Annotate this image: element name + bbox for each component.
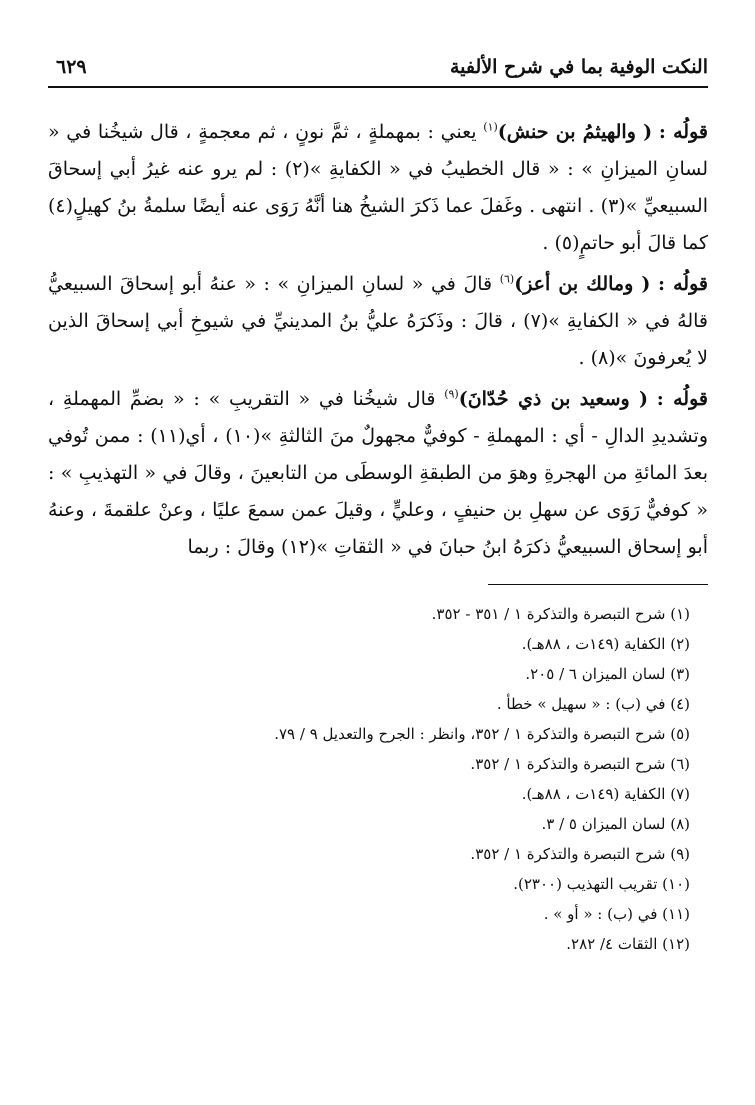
- footnotes-list: [48, 599, 708, 959]
- paragraph-haytham: [48, 114, 708, 262]
- footnote-item: (٣) لسان الميزان ٦ / ٢٠٥.: [525, 665, 690, 683]
- footnote-item: (٤) في (ب) : « سهيل » خطأ .: [496, 695, 690, 713]
- main-text: [48, 114, 708, 566]
- paragraph-text: يعني : بمهملةٍ ، ثمَّ نونٍ ، ثم معجمةٍ ، قال شيخُنا في « لسانِ الميزانِ » : « قال الخطيبُ في « الكفايةِ »(٢) : لم يرو عنه غيرُ أبي إسحاقَ السبيعيِّ »(٣) . انتهى . وغَفلَ عما ذَكرَ الشيخُ هنا أنَّهُ رَوَى عنه أيضًا سلمةُ بنُ كهيلٍ(٤) كما قالَ أبو حاتمٍ(٥) .: [48, 121, 709, 254]
- footnote-ref: (٩): [444, 387, 459, 401]
- footnote-ref: (٦): [499, 272, 515, 286]
- qawluhu-label: قولُه :: [656, 388, 708, 410]
- qawluhu-label: قولُه :: [658, 121, 708, 143]
- footnote-item: (٥) شرح التبصرة والتذكرة ١ / ٣٥٢، وانظر : الجرح والتعديل ٩ / ٧٩.: [274, 725, 690, 743]
- footnote-item: (٧) الكفاية (١٤٩ت ، ٨٨هـ).: [521, 785, 690, 803]
- footnote-ref: (١): [483, 120, 498, 134]
- qawluhu-label: قولُه :: [657, 273, 708, 295]
- lemma-saeed: ( وسعيد بن ذي حُدّانَ): [458, 388, 648, 410]
- lemma-haytham: ( والهيثمُ بن حنش): [497, 121, 653, 143]
- paragraph-text: قالَ في « لسانِ الميزانِ » : « عنهُ أبو إسحاقَ السبيعيُّ قالهُ في « الكفايةِ »(٧) ، قالَ : وذَكرَهُ عليُّ بنُ المدينيِّ في شيوخِ أبي إسحاقَ الذين لا يُعرفونَ »(٨) .: [48, 273, 708, 369]
- footnote-item: (١٠) تقريب التهذيب (٢٣٠٠).: [513, 875, 690, 893]
- paragraph-malik: [48, 266, 708, 377]
- lemma-malik: ( ومالك بن أعز): [514, 273, 651, 295]
- footnote-item: (١١) في (ب) : « أو » .: [543, 905, 690, 923]
- footnote-item: (٨) لسان الميزان ٥ / ٣.: [541, 815, 690, 833]
- footnote-separator: [488, 584, 708, 585]
- running-title: النكت الوفية بما في شرح الألفية: [450, 56, 708, 78]
- page-number: ٦٢٩: [56, 56, 87, 78]
- footnote-item: (١) شرح التبصرة والتذكرة ١ / ٣٥١ - ٣٥٢.: [431, 605, 690, 623]
- footnote-item: (٩) شرح التبصرة والتذكرة ١ / ٣٥٢.: [470, 845, 690, 863]
- footnote-item: (١٢) الثقات ٤/ ٢٨٢.: [566, 935, 690, 953]
- book-page: [48, 52, 708, 959]
- paragraph-text: قال شيخُنا في « التقريبِ » : « بضمِّ المهملةِ ، وتشديدِ الدالِ - أي : المهملةِ - كوفيٌّ مجهولٌ منَ الثالثةِ »(١٠) ، أي(١١) : ممن تُوفي بعدَ المائةِ من الهجرةِ وهوَ من الطبقةِ الوسطَى من التابعينَ ، وقالَ في « التهذيبِ » : « كوفيٌّ رَوَى عن سهلِ بن حنيفٍ ، وعليٍّ ، وقيلَ عمن سمعَ عليًا ، وعنْ علقمةَ ، وعنهُ أبو إسحاق السبيعيُّ ذكرَهُ ابنُ حبانَ في « الثقاتِ »(١٢) وقالَ : ربما: [48, 388, 709, 558]
- page-header: [48, 52, 708, 88]
- footnote-item: (٦) شرح التبصرة والتذكرة ١ / ٣٥٢.: [470, 755, 690, 773]
- footnote-item: (٢) الكفاية (١٤٩ت ، ٨٨هـ).: [521, 635, 690, 653]
- paragraph-saeed: [48, 381, 708, 566]
